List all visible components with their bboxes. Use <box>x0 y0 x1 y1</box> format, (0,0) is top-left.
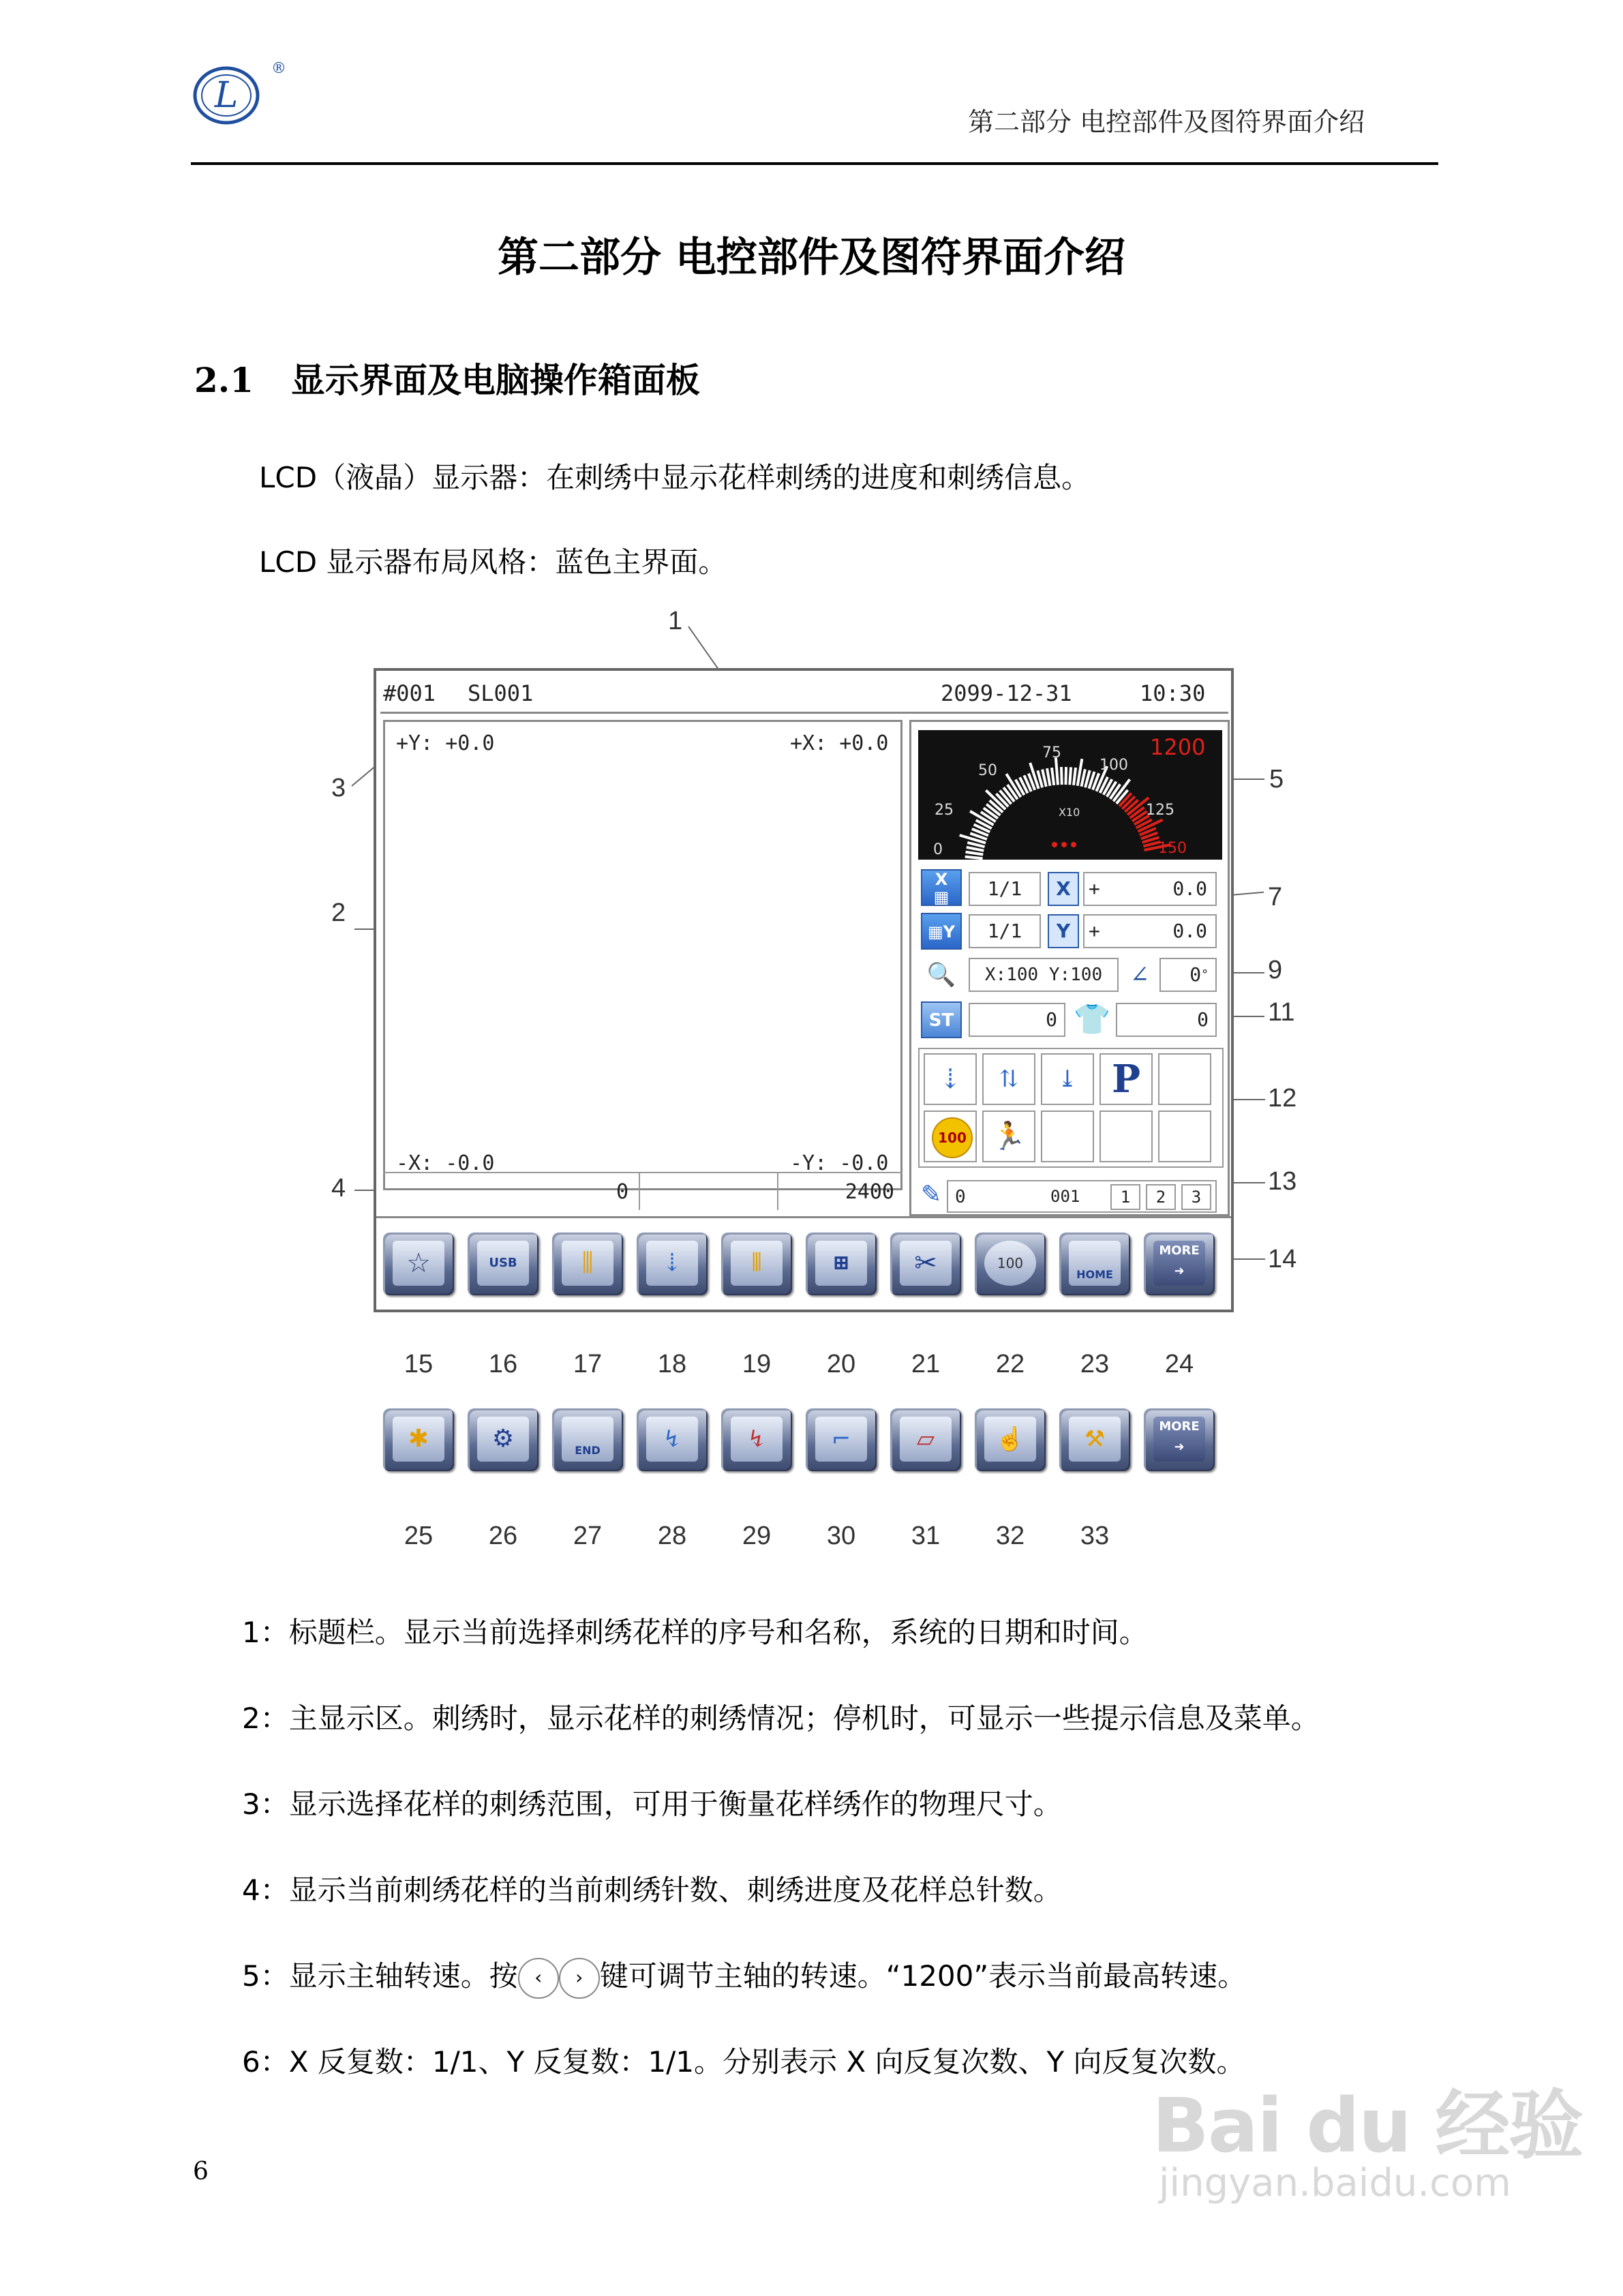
gauge-dot <box>1061 842 1067 847</box>
color-change-button[interactable] <box>552 1233 623 1295</box>
speed-dial-icon: 100 <box>984 1241 1036 1286</box>
gauge-tick <box>1070 767 1071 785</box>
item-5-before: 5：显示主轴转速。按 <box>242 1959 518 1993</box>
callout-3: 3 <box>331 774 346 802</box>
counter-divider <box>777 1173 778 1210</box>
usb-icon: USB <box>477 1241 529 1286</box>
callout-9: 9 <box>1268 956 1283 984</box>
plus-x-range: +X: +0.0 <box>790 731 889 755</box>
info-panel <box>909 720 1230 1216</box>
status-row <box>947 1180 1217 1213</box>
callout-13: 13 <box>1268 1167 1297 1196</box>
callout-2: 2 <box>331 898 346 927</box>
x-repeat-icon[interactable]: X ▦ <box>921 869 962 906</box>
more-arrow-icon: MORE ➜ <box>1153 1417 1205 1462</box>
x-offset-icon[interactable]: X <box>1048 872 1079 906</box>
total-stitch-count: 2400 <box>845 1180 894 1204</box>
y-repeat-icon[interactable]: ▦Y <box>921 913 962 950</box>
button-number-20: 20 <box>826 1350 856 1378</box>
needle-icon: ⇣ <box>646 1241 698 1286</box>
item-2: 2：主显示区。刺绣时，显示花样的刺绣情况；停机时，可显示一些提示信息及菜单。 <box>242 1702 1320 1735</box>
stitch-back-button[interactable] <box>637 1408 708 1471</box>
button-number-27: 27 <box>573 1522 603 1550</box>
scissors-icon: ✂ <box>900 1241 952 1286</box>
company-logo <box>192 58 267 133</box>
hand-icon: ☝ <box>984 1417 1036 1462</box>
watermark-url: jingyan.baidu.com <box>1159 2161 1511 2205</box>
section-number: 2.1 <box>194 360 254 400</box>
outline-icon: ▱ <box>900 1417 952 1462</box>
callout-12: 12 <box>1268 1084 1297 1113</box>
button-number-30: 30 <box>826 1522 856 1550</box>
gauge-tick <box>967 847 984 851</box>
needle-curve-icon: ↯ <box>646 1417 698 1462</box>
minus-x-range: -X: -0.0 <box>396 1151 495 1175</box>
y-offset-value: 0.0 <box>1172 920 1207 942</box>
pattern-select-button[interactable] <box>383 1233 454 1295</box>
needle-bar-button[interactable] <box>721 1233 792 1295</box>
item-1: 1：标题栏。显示当前选择刺绣花样的序号和名称，系统的日期和时间。 <box>242 1616 1148 1649</box>
end-button[interactable] <box>552 1408 623 1471</box>
callout-7: 7 <box>1268 883 1283 911</box>
more-label: MORE <box>1159 1243 1200 1258</box>
row2-number-labels <box>383 1522 1228 1556</box>
gauge-label-150: 150 <box>1158 840 1187 857</box>
degree-sign: ° <box>1201 967 1209 982</box>
more-label: MORE <box>1159 1419 1200 1434</box>
usb-button[interactable] <box>468 1233 539 1295</box>
button-row-2 <box>382 1406 1227 1481</box>
status-button-1[interactable]: 1 <box>1110 1184 1140 1210</box>
status-value: 0 <box>955 1187 966 1207</box>
lcd-screen <box>374 668 1234 1312</box>
section-title: 显示界面及电脑操作箱面板 <box>290 361 700 400</box>
x-repeat-value: 1/1 <box>969 872 1041 906</box>
item-5-after: 键可调节主轴的转速。“1200”表示当前最高转速。 <box>599 1959 1247 1993</box>
current-stitch-count: 0 <box>616 1180 628 1204</box>
status-button-2[interactable]: 2 <box>1146 1184 1176 1210</box>
item-4: 4：显示当前刺绣花样的当前刺绣针数、刺绣进度及花样总针数。 <box>242 1873 1062 1907</box>
callout-4: 4 <box>331 1174 346 1203</box>
lcd-date: 2099-12-31 <box>941 680 1072 706</box>
button-number-32: 32 <box>995 1522 1025 1550</box>
gear-star-icon: ✱ <box>393 1417 444 1462</box>
item-6: 6：X 反复数：1/1、Y 反复数：1/1。分别表示 X 向反复次数、Y 向反复次数。 <box>242 2045 1245 2079</box>
gauge-label-75: 75 <box>1042 744 1061 761</box>
gauge-tick <box>1061 767 1062 785</box>
page-title: 第二部分 电控部件及图符界面介绍 <box>498 234 1125 282</box>
empty-cell <box>1041 1111 1094 1162</box>
home-button[interactable] <box>1059 1233 1130 1295</box>
trim-button[interactable] <box>890 1233 961 1295</box>
gauge-tick <box>1052 768 1054 785</box>
machine-settings-button[interactable] <box>468 1408 539 1471</box>
svg-text:L: L <box>214 75 239 116</box>
button-row-1 <box>382 1227 1227 1302</box>
pen-icon: ✎ <box>921 1181 942 1209</box>
x-offset-value: 0.0 <box>1172 877 1207 900</box>
speed-100-cell[interactable] <box>924 1111 977 1162</box>
y-offset-sign: + <box>1089 920 1100 942</box>
function-grid <box>918 1048 1224 1168</box>
tools-icon: ⚒ <box>1069 1417 1121 1462</box>
lcd-time: 10:30 <box>1140 680 1206 706</box>
button-number-29: 29 <box>742 1522 772 1550</box>
gauge-label-50: 50 <box>978 762 997 779</box>
x-offset-box <box>1083 872 1217 906</box>
item-5 <box>242 1954 1246 1999</box>
speed-up-key-icon: › <box>559 1958 600 1999</box>
y-offset-icon[interactable]: Y <box>1048 914 1079 948</box>
needle-pair-icon[interactable]: ⇅ <box>982 1053 1035 1105</box>
gauge-tick <box>1056 757 1058 785</box>
button-number-21: 21 <box>911 1350 941 1378</box>
scale-value: X:100 Y:100 <box>969 958 1119 992</box>
button-number-33: 33 <box>1080 1522 1110 1550</box>
speed-gauge <box>918 730 1222 860</box>
header-rule <box>191 162 1438 165</box>
minus-y-range: -Y: -0.0 <box>790 1151 889 1175</box>
callout-1: 1 <box>668 607 683 635</box>
max-speed-readout: 1200 <box>1150 734 1206 760</box>
page-number: 6 <box>193 2158 209 2186</box>
needle-manual-button[interactable] <box>637 1233 708 1295</box>
shirt-value: 0 <box>1116 1003 1217 1037</box>
button-number-16: 16 <box>488 1350 518 1378</box>
watermark-brand: Bai du 经验 <box>1152 2082 1583 2169</box>
registered-mark: ® <box>271 60 286 77</box>
angle-box <box>1159 958 1217 992</box>
needle-down-icon[interactable]: ⤓ <box>1041 1053 1094 1105</box>
gauge-label-125: 125 <box>1146 802 1174 819</box>
y-repeat-value: 1/1 <box>969 914 1041 948</box>
pattern-number: #001 <box>383 680 436 706</box>
button-number-24: 24 <box>1164 1350 1194 1378</box>
y-offset-box <box>1083 914 1217 948</box>
more-button-2[interactable] <box>1144 1408 1215 1471</box>
button-number-22: 22 <box>995 1350 1025 1378</box>
needles-icon: ⫼ <box>562 1241 613 1286</box>
star-doc-icon: ☆ <box>393 1241 444 1286</box>
section-heading <box>194 353 700 402</box>
intro-line-1: LCD（液晶）显示器：在刺绣中显示花样刺绣的进度和刺绣信息。 <box>259 461 1091 494</box>
gauge-label-25: 25 <box>935 802 954 819</box>
manual-hand-button[interactable] <box>975 1408 1046 1471</box>
x-repeat-icon-label: X <box>935 870 948 889</box>
button-number-17: 17 <box>573 1350 603 1378</box>
empty-cell <box>1099 1111 1153 1162</box>
speed-100-badge-icon: 100 <box>932 1117 973 1158</box>
frame-outline-button[interactable] <box>890 1408 961 1471</box>
x-offset-sign: + <box>1089 877 1100 900</box>
p-icon[interactable]: P <box>1099 1053 1153 1105</box>
angle-icon[interactable]: ∠ <box>1129 961 1150 988</box>
needle-bar-icon: ⫴ <box>731 1241 783 1286</box>
y-repeat-icon-label: Y <box>943 922 956 941</box>
gauge-tick <box>965 857 983 859</box>
empty-cell <box>1158 1053 1211 1105</box>
pattern-name: SL001 <box>468 680 534 706</box>
button-number-23: 23 <box>1080 1350 1110 1378</box>
more-arrow-icon: MORE ➜ <box>1153 1241 1205 1286</box>
gauge-label-100: 100 <box>1099 757 1128 774</box>
shirt-icon[interactable]: 👕 <box>1073 1002 1111 1037</box>
callout-14: 14 <box>1268 1245 1297 1273</box>
gauge-scale-label: X10 <box>1059 806 1080 819</box>
button-number-18: 18 <box>657 1350 687 1378</box>
needle-icon[interactable]: ⇣ <box>924 1053 977 1105</box>
stitch-forward-button[interactable] <box>721 1408 792 1471</box>
end-icon: END <box>562 1417 613 1462</box>
gauge-tick <box>1065 767 1066 785</box>
gears-icon: ⚙ <box>477 1417 529 1462</box>
row1-number-labels <box>383 1350 1228 1384</box>
callout-11: 11 <box>1268 998 1295 1027</box>
zoom-icon[interactable]: 🔍 <box>926 961 956 988</box>
gauge-label-0: 0 <box>933 841 943 858</box>
speed-down-key-icon: ‹ <box>518 1958 559 1999</box>
st-value: 0 <box>969 1003 1065 1037</box>
angle-value: 0 <box>1189 963 1202 986</box>
gauge-tick <box>1047 768 1050 786</box>
st-icon[interactable]: ST <box>921 1001 962 1038</box>
running-header: 第二部分 电控部件及图符界面介绍 <box>968 107 1365 137</box>
button-number-26: 26 <box>488 1522 518 1550</box>
button-number-31: 31 <box>911 1522 941 1550</box>
empty-cell <box>1158 1111 1211 1162</box>
more-button[interactable] <box>1144 1233 1215 1295</box>
frame-trace-icon: ⌐ <box>815 1417 867 1462</box>
gauge-tick <box>1042 770 1046 787</box>
counter-divider <box>639 1173 640 1210</box>
item-3: 3：显示选择花样的刺绣范围，可用于衡量花样绣作的物理尺寸。 <box>242 1787 1062 1821</box>
callout-5: 5 <box>1269 765 1284 794</box>
button-number-19: 19 <box>742 1350 772 1378</box>
intro-line-2: LCD 显示器布局风格：蓝色主界面。 <box>259 545 727 579</box>
gauge-tick <box>1081 769 1085 786</box>
button-number-15: 15 <box>404 1350 434 1378</box>
status-button-3[interactable]: 3 <box>1181 1184 1211 1210</box>
button-number-25: 25 <box>404 1522 434 1550</box>
home-icon: HOME <box>1069 1241 1121 1286</box>
speed-button[interactable] <box>975 1233 1046 1295</box>
plus-y-range: +Y: +0.0 <box>396 731 495 755</box>
gauge-tick <box>1074 768 1076 785</box>
frame-trace-button[interactable] <box>806 1408 877 1471</box>
lcd-title-bar <box>380 675 1228 714</box>
parameter-icon: ⊞ <box>815 1241 867 1286</box>
runner-icon[interactable]: 🏃 <box>982 1111 1035 1162</box>
stitch-counter-bar <box>383 1172 902 1210</box>
settings-star-button[interactable] <box>383 1408 454 1471</box>
gauge-tick <box>966 852 984 855</box>
needle-red-icon: ↯ <box>731 1417 783 1462</box>
parameter-button[interactable] <box>806 1233 877 1295</box>
main-display-area <box>383 720 902 1190</box>
tools-button[interactable] <box>1059 1408 1130 1471</box>
status-code: 001 <box>1050 1187 1080 1206</box>
button-number-28: 28 <box>657 1522 687 1550</box>
gauge-dot <box>1071 842 1076 847</box>
gauge-dot <box>1052 842 1057 847</box>
